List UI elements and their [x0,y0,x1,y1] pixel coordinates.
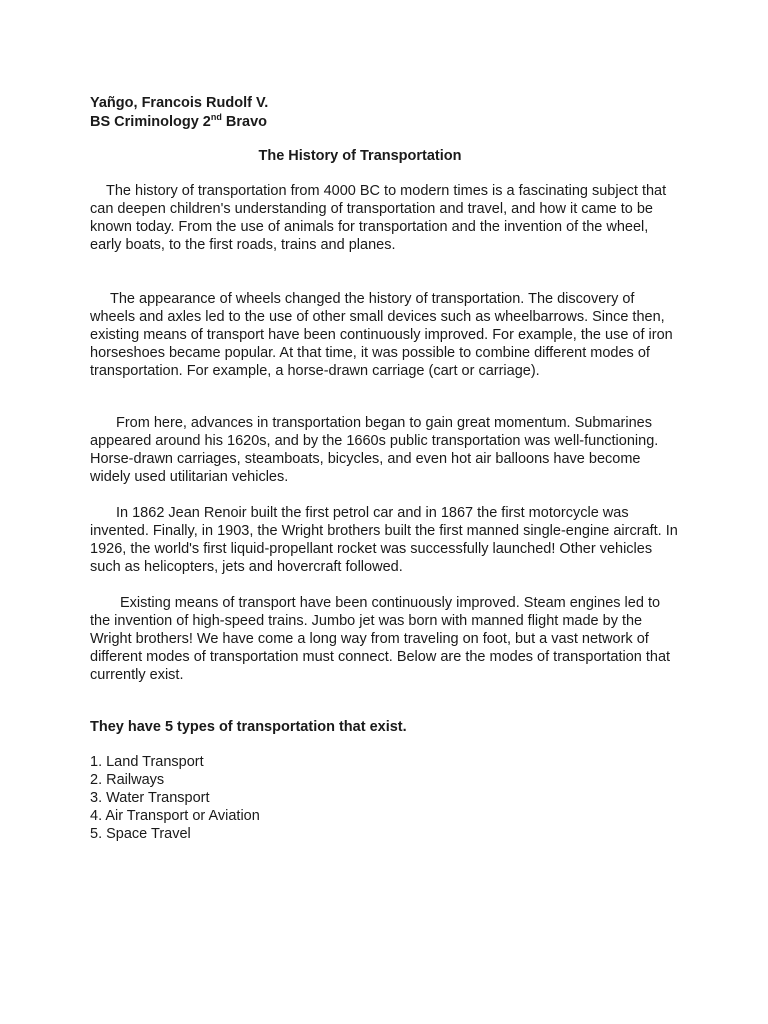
types-list [90,753,260,843]
paragraph-intro: The history of transportation from 4000 BC to modern times is a fascinating subject that can deepen children's understanding of transportation and travel, and how it came to be known today. From the use of animals for transportation and the invention of the wheel, early boats, to the first roads, trains and planes. [90,183,667,253]
paragraph-improvements: Existing means of transport have been continuously improved. Steam engines led to the invention of high-speed trains. Jumbo jet was born with manned flight made by the Wright brothers! We have come a long way from traveling on foot, but a vast network of different modes of transportation must connect. Below are the modes of transportation that currently exist. [90,595,671,683]
document-title: The History of Transportation [258,148,462,164]
author-name: Yañgo, Francois Rudolf V. [90,95,269,111]
list-item: 5. Space Travel [90,826,191,842]
author-course [90,113,268,132]
paragraph-advances: From here, advances in transportation began to gain great momentum. Submarines appeared around his 1620s, and by the 1660s public transportation was well-functioning. Horse-drawn carriages, steamboats, bicycles, and even hot air balloons have become widely used utilitarian vehicles. [90,415,659,485]
list-item: 2. Railways [90,772,165,788]
list-item: 1. Land Transport [90,754,204,770]
course-ordinal: nd [210,112,222,123]
types-heading: They have 5 types of transportation that exist. [90,719,407,735]
list-item: 4. Air Transport or Aviation [90,808,260,824]
course-prefix: BS Criminology 2 [90,114,211,130]
paragraph-inventions: In 1862 Jean Renoir built the first petrol car and in 1867 the first motorcycle was invented. Finally, in 1903, the Wright brothers built the first manned single-engine aircraft. In 1926, the world's first liquid-propellant rocket was successfully launched! Other vehicles such as helicopters, jets and hovercraft followed. [90,505,678,575]
list-item: 3. Water Transport [90,790,210,806]
author-block [90,94,268,132]
course-suffix: Bravo [221,114,267,130]
paragraph-wheels: The appearance of wheels changed the history of transportation. The discovery of wheels and axles led to the use of other small devices such as wheelbarrows. Since then, existing means of transport have been continuously improved. For example, the use of iron horseshoes became popular. At that time, it was possible to combine different modes of transportation. For example, a horse-drawn carriage (cart or carriage). [90,291,673,379]
